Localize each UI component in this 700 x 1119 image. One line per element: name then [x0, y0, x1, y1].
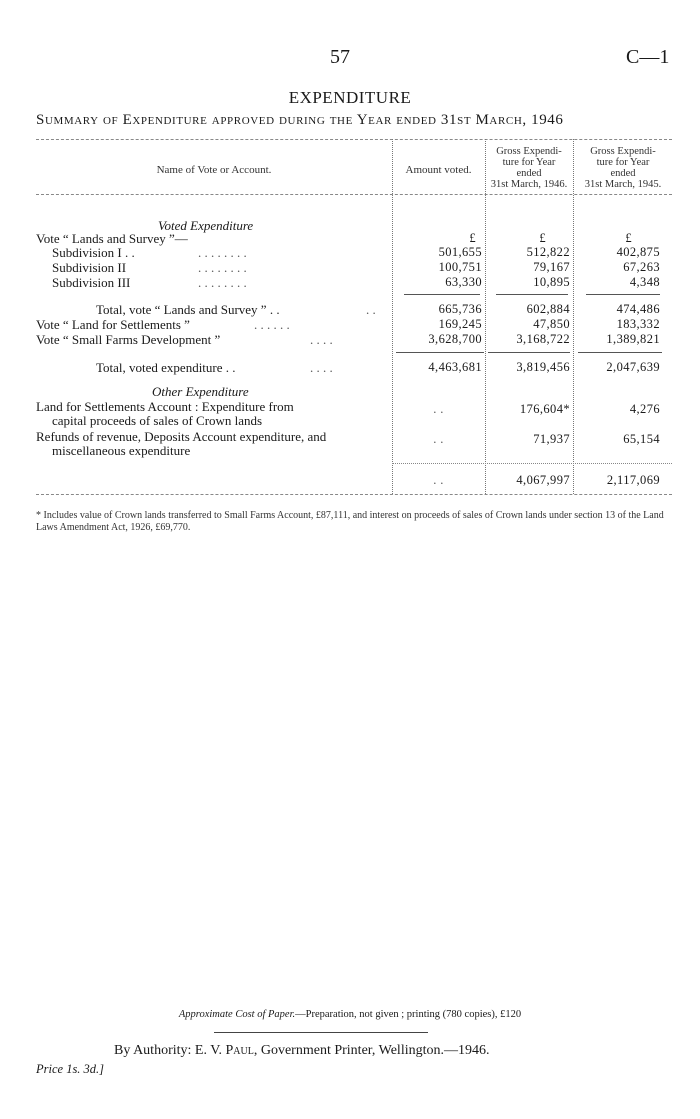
column-header-name: Name of Vote or Account.: [156, 164, 272, 176]
gross-1946-cell: 79,167: [533, 260, 570, 274]
row-label-continuation: miscellaneous expenditure: [52, 443, 191, 458]
header-line: ended: [610, 168, 636, 179]
footnote: * Includes value of Crown lands transferred to Small Farms Account, £87,111, and interest on proceeds of sales of Crown lands under section 13 of the Land Laws Amendment Act, 1926, £69,770.: [36, 510, 664, 533]
authority-suffix: , Government Printer, Wellington.—1946.: [253, 1043, 490, 1058]
amount-voted-cell: 665,736: [438, 302, 482, 316]
gross-1946-cell: 512,822: [526, 245, 570, 259]
table-header-rule: [36, 194, 672, 195]
paper-cost-note: [0, 1009, 700, 1020]
header-line: ture for Year: [596, 157, 650, 168]
column-header-amount-voted: Amount voted.: [405, 164, 472, 176]
row-leaders: . . . . . .: [254, 317, 290, 332]
row-leaders: . . . . . . . .: [198, 245, 247, 260]
footer-rule: [214, 1032, 428, 1033]
gross-1945-cell: 474,486: [616, 302, 660, 316]
amount-voted-cell: 4,463,681: [428, 360, 482, 374]
header-line: ended: [516, 168, 542, 179]
paper-cost-text: —Preparation, not given ; printing (780 copies), £120: [295, 1009, 522, 1020]
paper-cost-label: Approximate Cost of Paper.: [178, 1009, 296, 1020]
gross-1946-cell: 176,604*: [519, 402, 570, 416]
row-leaders: . . . . . . . .: [198, 275, 247, 290]
section-heading-voted: Voted Expenditure: [158, 218, 254, 233]
gross-1946-cell: 71,937: [533, 432, 570, 446]
currency-symbol: £: [469, 231, 476, 245]
gross-1946-cell: 3,819,456: [516, 360, 570, 374]
row-label: Vote “ Small Farms Development ”: [36, 332, 221, 347]
amount-voted-cell: 501,655: [438, 245, 482, 259]
printer-name: Paul: [225, 1043, 254, 1058]
gross-1945-cell: 65,154: [623, 432, 660, 446]
gross-1945-cell: 67,263: [623, 260, 660, 274]
row-label: Land for Settlements Account : Expenditure from: [36, 399, 294, 414]
page-subtitle: Summary of Expenditure approved during the Year ended 31st March, 1946: [36, 112, 564, 128]
table-top-rule: [36, 139, 672, 140]
row-label-continuation: capital proceeds of sales of Crown lands: [52, 413, 263, 428]
vote-lands-survey-label: Vote “ Lands and Survey ”—: [36, 231, 188, 246]
page-number: 57: [330, 46, 350, 68]
table-bottom-rule: [36, 494, 672, 495]
row-label: Subdivision II: [52, 260, 127, 275]
gross-1945-cell: 183,332: [616, 317, 660, 331]
gross-1945-cell: 2,047,639: [606, 360, 660, 374]
header-line: ture for Year: [502, 157, 556, 168]
document-code: C—1: [626, 46, 670, 68]
amount-voted-cell: . .: [433, 432, 444, 446]
row-label: Total, voted expenditure . .: [96, 360, 236, 375]
authority-prefix: By Authority: E. V.: [114, 1043, 226, 1058]
gross-1946-cell: 10,895: [533, 275, 570, 289]
header-line: Gross Expendi-: [496, 146, 562, 157]
gross-1945-cell: 2,117,069: [606, 473, 660, 487]
currency-symbol: £: [539, 231, 546, 245]
page-title: EXPENDITURE: [288, 88, 412, 107]
gross-1946-cell: 4,067,997: [516, 473, 570, 487]
row-label: Subdivision I . .: [52, 245, 135, 260]
amount-voted-cell: 3,628,700: [428, 332, 482, 346]
total-rule: [396, 352, 484, 353]
section-heading-other: Other Expenditure: [152, 384, 249, 399]
row-label: Vote “ Land for Settlements ”: [36, 317, 190, 332]
gross-1945-cell: 1,389,821: [606, 332, 660, 346]
amount-voted-cell: . .: [433, 473, 444, 487]
grand-total-rule: [392, 463, 672, 464]
header-line: 31st March, 1945.: [584, 179, 662, 190]
row-label: Subdivision III: [52, 275, 131, 290]
subtotal-rule: [496, 294, 568, 295]
price: Price 1s. 3d.]: [36, 1062, 105, 1076]
total-rule: [578, 352, 662, 353]
gross-1946-cell: 602,884: [526, 302, 570, 316]
column-header-gross-1946: [485, 146, 573, 190]
header-line: Gross Expendi-: [590, 146, 656, 157]
gross-1945-cell: 4,276: [629, 402, 660, 416]
row-label: Total, vote “ Lands and Survey ” . .: [96, 302, 280, 317]
header-line: 31st March, 1946.: [490, 179, 568, 190]
amount-voted-cell: 63,330: [445, 275, 482, 289]
gross-1946-cell: 47,850: [533, 317, 570, 331]
row-leaders: . . . .: [310, 360, 333, 375]
amount-voted-cell: 169,245: [438, 317, 482, 331]
gross-1945-cell: 4,348: [629, 275, 660, 289]
gross-1945-cell: 402,875: [616, 245, 660, 259]
subtotal-rule: [404, 294, 480, 295]
total-rule: [488, 352, 570, 353]
subtotal-rule: [586, 294, 660, 295]
row-leaders: . . . .: [310, 332, 333, 347]
currency-symbol: £: [625, 231, 632, 245]
printer-authority: [114, 1043, 490, 1059]
column-header-gross-1945: [573, 146, 673, 190]
row-label: Refunds of revenue, Deposits Account expenditure, and: [36, 429, 327, 444]
row-leaders: . . . . . . . .: [198, 260, 247, 275]
amount-voted-cell: . .: [433, 402, 444, 416]
gross-1946-cell: 3,168,722: [516, 332, 570, 346]
row-leaders: . .: [366, 302, 376, 317]
amount-voted-cell: 100,751: [438, 260, 482, 274]
